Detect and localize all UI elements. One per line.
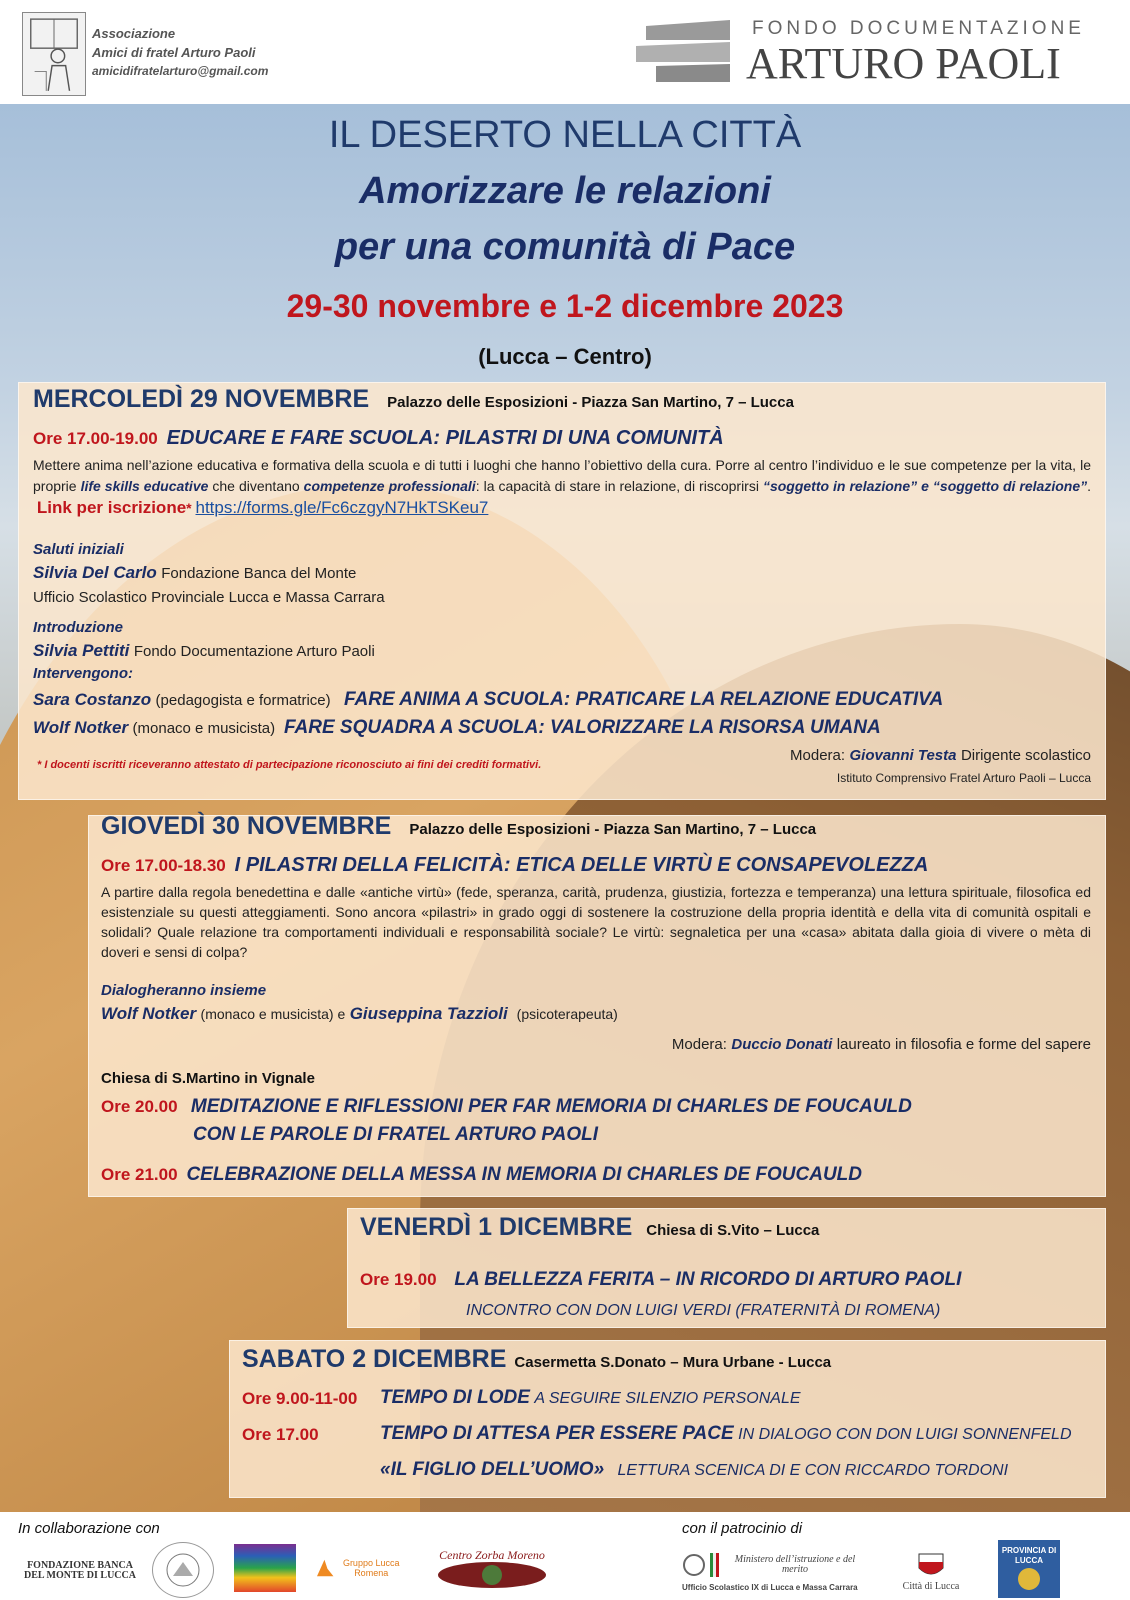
day2-time: Ore 17.00-18.30 <box>101 856 226 875</box>
day2-day: GIOVEDÌ 30 NOVEMBRE <box>101 812 392 840</box>
day4-ev1-time: Ore 9.00-11-00 <box>242 1389 358 1408</box>
day1-desc-d: competenze professionali <box>303 478 476 494</box>
saluti-label: Saluti iniziali <box>33 541 124 558</box>
day3-panel <box>347 1208 1106 1328</box>
day4-ev1-sub: A SEGUIRE SILENZIO PERSONALE <box>534 1390 801 1407</box>
day2-event-2 <box>101 1164 862 1186</box>
sp1-role: (pedagogista e formatrice) <box>155 692 331 709</box>
assoc-line1: Associazione <box>92 26 176 41</box>
day2-sp2-name: Giuseppina Tazzioli <box>349 1004 508 1023</box>
day2-modera-name: Duccio Donati <box>731 1036 833 1053</box>
sp2-name: Wolf Notker <box>33 718 129 737</box>
day2-ev2-time: Ore 21.00 <box>101 1165 178 1184</box>
day2-sp2-role: (psicoterapeuta) <box>516 1006 618 1022</box>
modera-role: Dirigente scolastico <box>960 747 1091 764</box>
day1-moderator-aff: Istituto Comprensivo Fratel Arturo Paoli – Lucca <box>836 771 1091 785</box>
interv-label: Intervengono: <box>33 665 133 682</box>
day1-desc-b: life skills educative <box>80 478 209 494</box>
day3-session <box>360 1269 961 1291</box>
centro-zorba-text: Centro Zorba Moreno <box>439 1548 545 1562</box>
dialog-label: Dialogheranno insieme <box>101 982 267 999</box>
collab-label: In collaborazione con <box>18 1520 160 1537</box>
registration-link-star: * <box>186 500 192 516</box>
pace-flag-icon <box>234 1544 296 1592</box>
day3-sub: INCONTRO CON DON LUIGI VERDI (FRATERNITÀ DI ROMENA) <box>466 1302 941 1319</box>
gruppo-romena-logo <box>314 1546 406 1590</box>
provincia-crest-icon <box>1016 1566 1042 1592</box>
fondazione-logo-text: FONDAZIONE BANCA DEL MONTE DI LUCCA <box>24 1560 136 1581</box>
intro-speaker <box>33 641 375 661</box>
emblem-icon <box>682 1551 706 1579</box>
provincia-text: PROVINCIA DI LUCCA <box>1001 1546 1057 1565</box>
citta-lucca-logo <box>896 1542 966 1598</box>
day2-speakers <box>101 1004 618 1024</box>
day4-ev3-sub: LETTURA SCENICA DI E CON RICCARDO TORDONI <box>617 1462 1009 1479</box>
sp1-name: Sara Costanzo <box>33 690 152 709</box>
day4-ev2-time: Ore 17.00 <box>242 1425 319 1444</box>
day3-time: Ore 19.00 <box>360 1270 437 1289</box>
event-subtitle-2: per una comunità di Pace <box>334 226 796 268</box>
assoc-logo-drawing <box>22 12 86 96</box>
day1-description <box>33 455 1091 519</box>
saluti-name: Silvia Del Carlo <box>33 563 157 582</box>
day1-panel <box>18 382 1106 800</box>
registration-link[interactable]: https://forms.gle/Fc6czgyN7HkTSKeu7 <box>195 498 489 517</box>
intro-label: Introduzione <box>33 619 123 636</box>
day2-description: A partire dalla regola benedettina e dalle «antiche virtù» (fede, speranza, carità, prudenza, giustizia, fortezza e temperanza) una lettura spirituale, filosofica ed esistenziale su questi atteggiamenti. Sono ancora «pilastri» in grado oggi di sostenere la costruzione della propria identità e della vita di comunità ospitali e solidali? Quale relazione tra comportamenti individuali e responsabilità sociale? Le virtù: segnaletica per una «casa» abitata dalla gioia di vivere o mèta di doveri e sensi di colpa? <box>101 884 1091 960</box>
day3-place: Chiesa di S.Vito – Lucca <box>646 1222 820 1239</box>
sp1-topic: FARE ANIMA A SCUOLA: PRATICARE LA RELAZIONE EDUCATIVA <box>343 689 944 710</box>
fondo-big-title: ARTURO PAOLI <box>746 39 1061 88</box>
day1-desc-a: Mettere anima nell’azione educativa e formativa della scuola e di tutti i luoghi che hanno l’obiettivo della cura. Porre al centro l’individuo e le sue competenze per la vita, le proprie <box>33 457 1091 494</box>
day1-desc-e: : la capacità di stare in relazione, di riscoprirsi <box>475 478 763 494</box>
saluti-aff2: Ufficio Scolastico Provinciale Lucca e Massa Carrara <box>33 589 385 606</box>
day4-event-1 <box>380 1387 801 1409</box>
day2-ev1-time: Ore 20.00 <box>101 1097 178 1116</box>
day3-heading <box>360 1213 819 1242</box>
day1-moderator <box>790 747 1091 765</box>
fondo-logo-icon <box>636 18 736 84</box>
day2-place: Palazzo delle Esposizioni - Piazza San Martino, 7 – Lucca <box>409 821 817 838</box>
modera-label: Modera: <box>790 747 846 764</box>
day1-heading <box>33 385 794 414</box>
ministero-text: Ministero dell’istruzione e del merito <box>734 1554 856 1575</box>
intro-aff: Fondo Documentazione Arturo Paoli <box>133 643 375 660</box>
day4-heading <box>242 1345 831 1374</box>
day2-sp1-role: (monaco e musicista) e <box>200 1006 346 1022</box>
registration-link-label: Link per iscrizione <box>36 498 187 517</box>
ministero-logo <box>682 1546 882 1598</box>
day1-speaker-1 <box>33 689 943 711</box>
day2-modera-role: laureato in filosofia e forme del sapere <box>836 1036 1091 1053</box>
saluti-aff1: Fondazione Banca del Monte <box>161 565 357 582</box>
day4-place: Casermetta S.Donato – Mura Urbane - Lucca <box>514 1354 832 1371</box>
day2-ev2-topic: CELEBRAZIONE DELLA MESSA IN MEMORIA DI CHARLES DE FOUCAULD <box>186 1164 863 1185</box>
day4-ev2-topic: TEMPO DI ATTESA PER ESSERE PACE <box>380 1423 734 1444</box>
day1-time: Ore 17.00-19.00 <box>33 429 158 448</box>
day4-day: SABATO 2 DICEMBRE <box>242 1345 507 1373</box>
day4-event-3 <box>380 1459 1008 1481</box>
saluti-speaker <box>33 563 356 583</box>
patron-label: con il patrocinio di <box>682 1520 803 1537</box>
event-dates: 29-30 novembre e 1-2 dicembre 2023 <box>286 288 844 324</box>
day2-ev1-topic-l2: CON LE PAROLE DI FRATEL ARTURO PAOLI <box>193 1124 598 1145</box>
day2-event-1 <box>101 1096 912 1118</box>
day2-heading <box>101 812 816 841</box>
day2-topic: I PILASTRI DELLA FELICITÀ: ETICA DELLE VIRTÙ E CONSAPEVOLEZZA <box>234 854 929 876</box>
flag-red <box>716 1553 719 1577</box>
day1-session <box>33 427 724 450</box>
day4-ev1-topic: TEMPO DI LODE <box>380 1387 530 1408</box>
association-round-icon <box>152 1542 214 1598</box>
ufficio-text: Ufficio Scolastico IX di Lucca e Massa Carrara <box>682 1583 858 1592</box>
day2-session <box>101 854 928 877</box>
day4-ev2-sub: IN DIALOGO CON DON LUIGI SONNENFELD <box>738 1426 1072 1443</box>
day2-panel <box>88 812 1106 1197</box>
day1-place: Palazzo delle Esposizioni - Piazza San Martino, 7 – Lucca <box>387 394 794 411</box>
day4-panel <box>229 1340 1106 1498</box>
day1-desc-f: “soggetto in relazione” e “soggetto di relazione” <box>762 478 1088 494</box>
gruppo-romena-text: Gruppo Lucca Romena <box>342 1558 400 1578</box>
header <box>0 0 1130 104</box>
day4-ev3-topic: «IL FIGLIO DELL’UOMO» <box>380 1459 605 1480</box>
day1-topic: EDUCARE E FARE SCUOLA: PILASTRI DI UNA COMUNITÀ <box>166 427 724 449</box>
event-subtitle-1: Amorizzare le relazioni <box>359 170 771 212</box>
event-title: IL DESERTO NELLA CITTÀ <box>328 114 802 156</box>
sp2-topic: FARE SQUADRA A SCUOLA: VALORIZZARE LA RISORSA UMANA <box>283 717 881 738</box>
day3-day: VENERDÌ 1 DICEMBRE <box>360 1213 633 1241</box>
centro-zorba-emblem-icon <box>437 1560 547 1590</box>
day2-sp1-name: Wolf Notker <box>101 1004 197 1023</box>
assoc-line2: Amici di fratel Arturo Paoli <box>92 45 256 60</box>
footer <box>0 1512 1130 1600</box>
assoc-text <box>92 24 268 81</box>
provincia-lucca-logo <box>998 1540 1060 1598</box>
centro-zorba-logo <box>430 1542 554 1598</box>
lucca-crest-icon <box>916 1548 946 1582</box>
sp2-role: (monaco e musicista) <box>132 720 276 737</box>
day2-moderator <box>672 1036 1091 1054</box>
intro-name: Silvia Pettiti <box>33 641 130 660</box>
day1-desc-g: . <box>1087 478 1092 494</box>
assoc-email[interactable]: amicidifratelarturo@gmail.com <box>92 64 269 78</box>
day1-desc-c: che diventano <box>208 478 304 494</box>
citta-text: Città di Lucca <box>902 1581 960 1592</box>
modera-name: Giovanni Testa <box>849 747 957 764</box>
romena-flame-icon <box>314 1553 336 1583</box>
day3-topic: LA BELLEZZA FERITA – IN RICORDO DI ARTURO PAOLI <box>454 1269 962 1290</box>
day4-event-2 <box>380 1423 1072 1445</box>
day2-ev1-topic-l1: MEDITAZIONE E RIFLESSIONI PER FAR MEMORIA DI CHARLES DE FOUCAULD <box>190 1096 912 1117</box>
day2-church: Chiesa di S.Martino in Vignale <box>101 1070 315 1087</box>
day2-modera-label: Modera: <box>671 1036 727 1053</box>
day1-day: MERCOLEDÌ 29 NOVEMBRE <box>33 385 370 413</box>
event-location: (Lucca – Centro) <box>478 344 652 369</box>
credits-note: * I docenti iscritti riceveranno attestato di partecipazione riconosciuto ai fini dei crediti formativi. <box>37 759 542 771</box>
fondazione-logo <box>22 1546 138 1596</box>
day1-speaker-2 <box>33 717 881 739</box>
fondo-small-title: FONDO DOCUMENTAZIONE <box>752 18 1085 39</box>
